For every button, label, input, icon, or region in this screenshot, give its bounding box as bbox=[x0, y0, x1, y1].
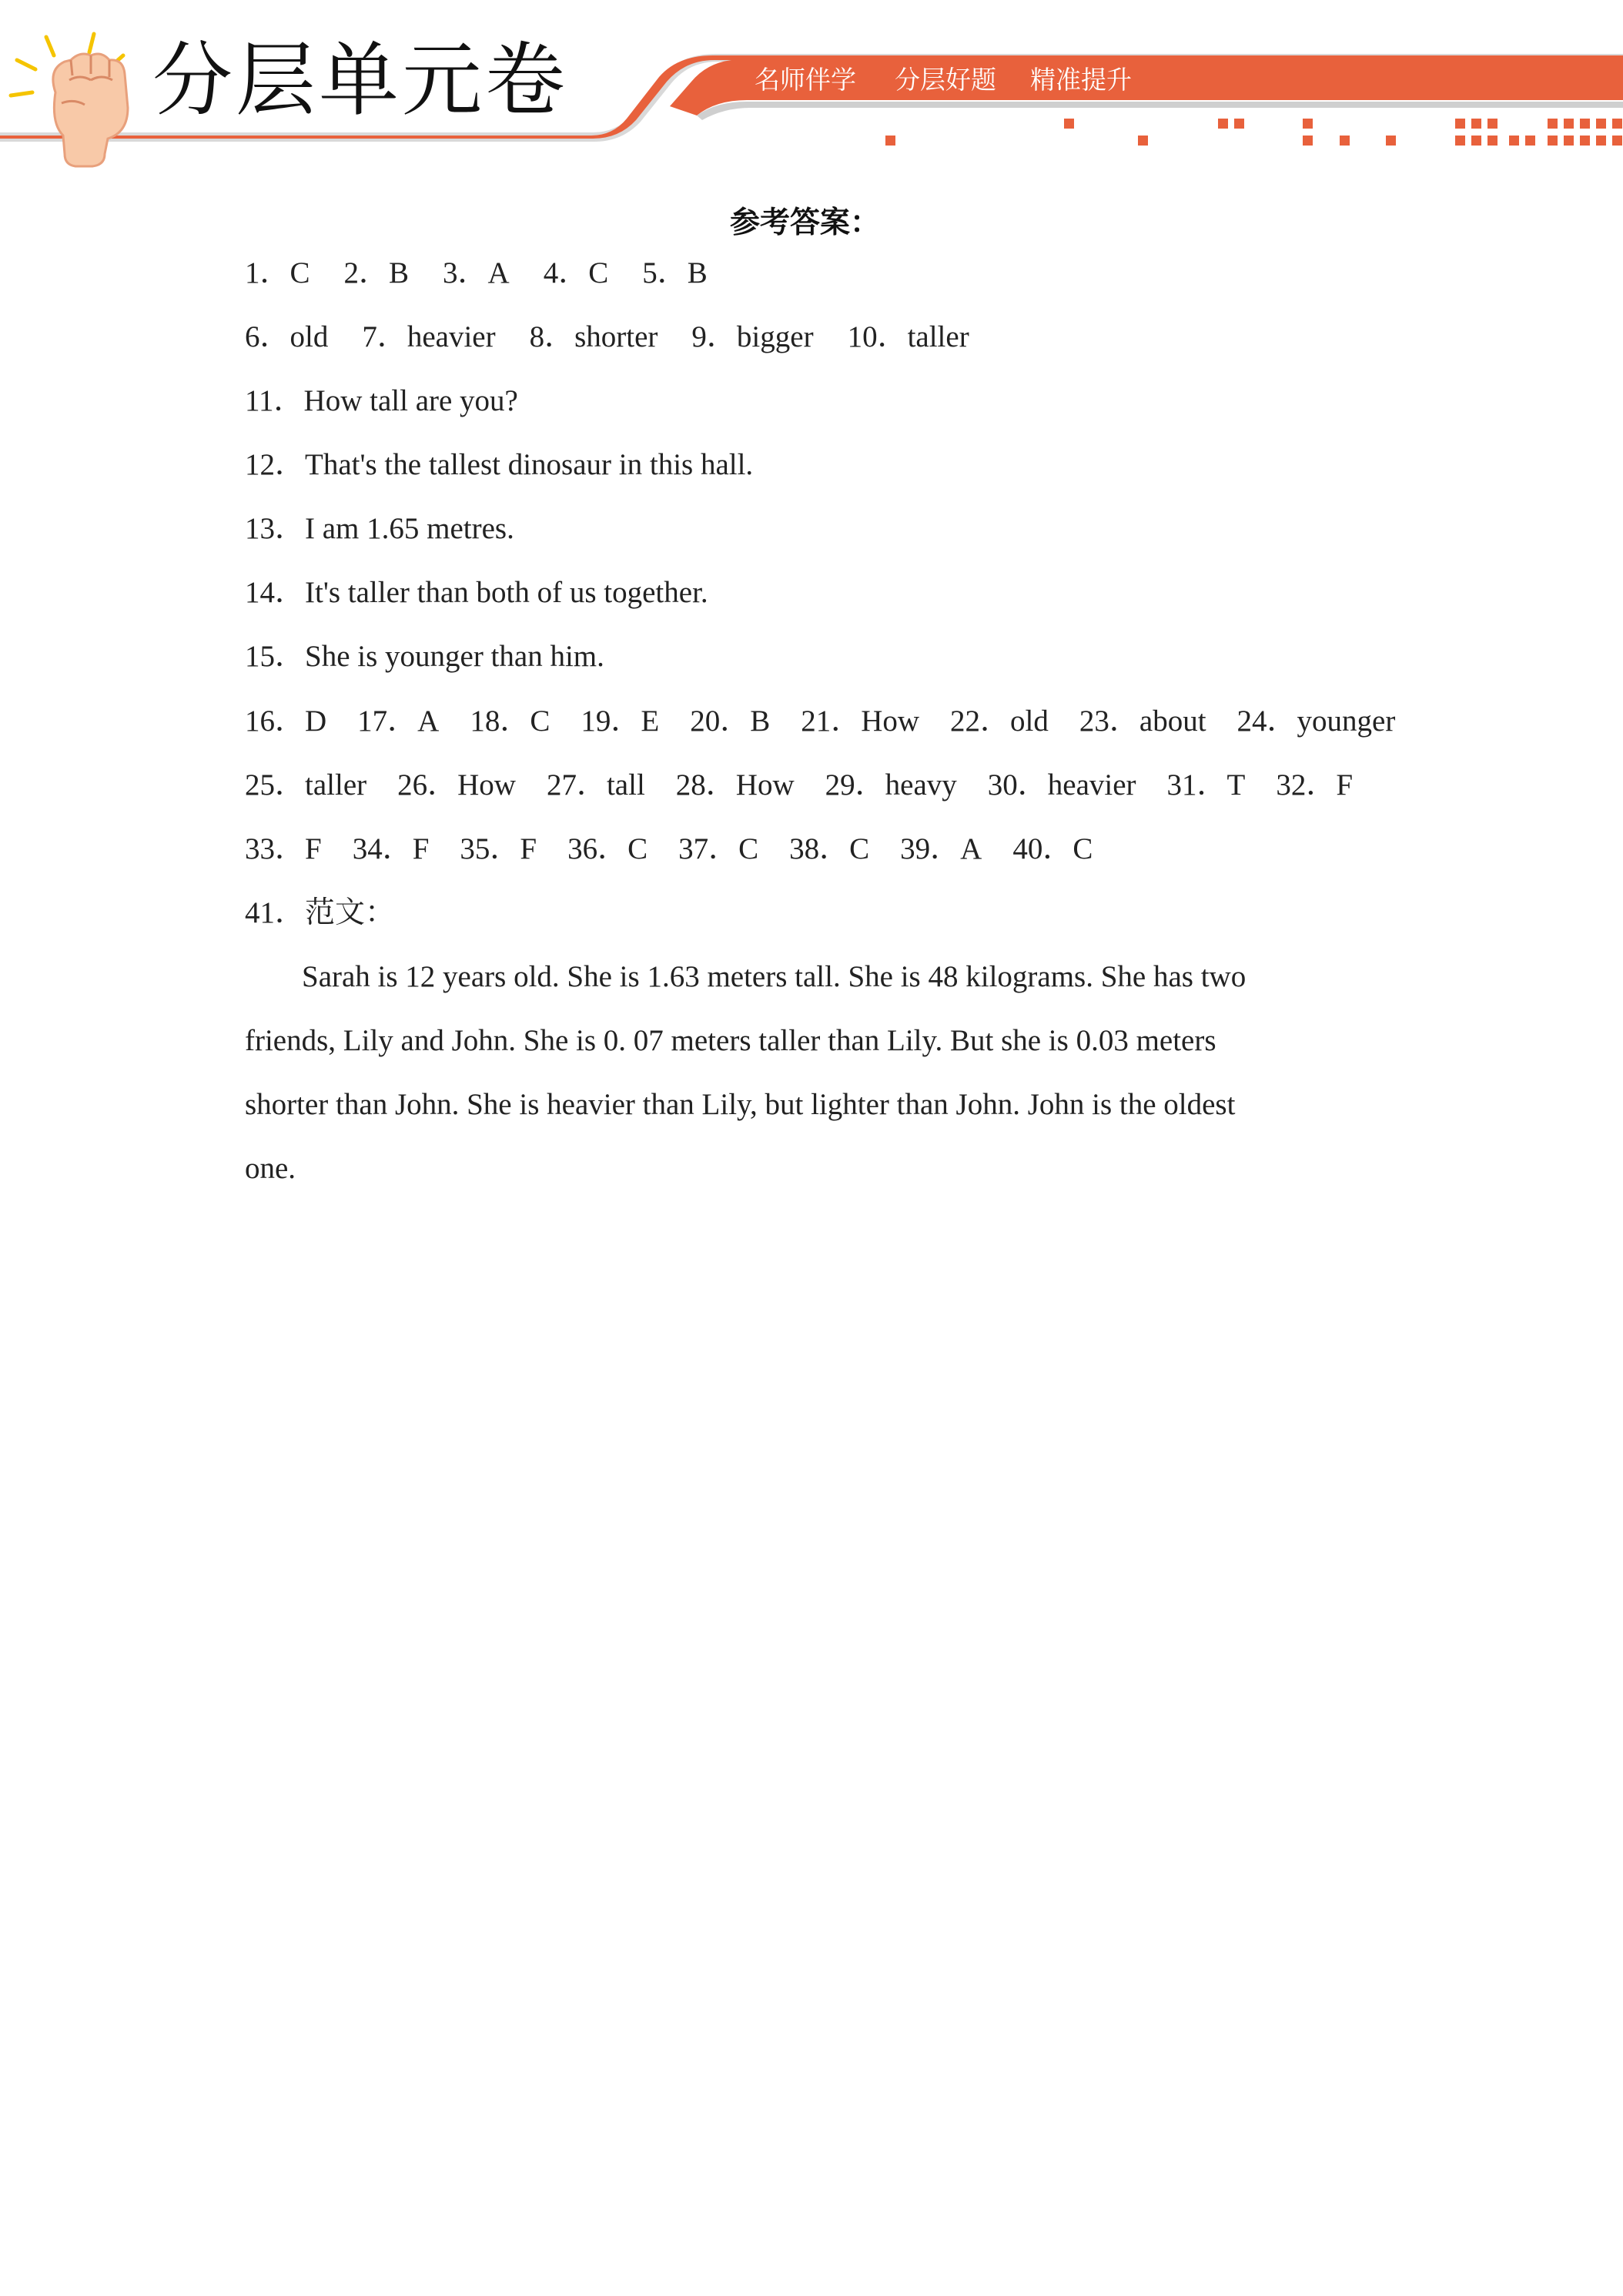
answer-item: 15．She is younger than him. bbox=[245, 640, 604, 673]
fist-icon bbox=[11, 34, 128, 166]
essay-line: friends, Lily and John. She is 0. 07 meters taller than Lily. But she is 0.03 meters bbox=[245, 1024, 1216, 1057]
answer-item: 40．C bbox=[1012, 832, 1093, 865]
answer-line bbox=[245, 702, 1395, 741]
answer-item: 5．B bbox=[642, 256, 708, 290]
answer-item: 26．How bbox=[397, 768, 516, 802]
answer-item: 30．heavier bbox=[987, 768, 1136, 802]
tagline-3: 精准提升 bbox=[1030, 65, 1132, 95]
answer-item: 28．How bbox=[675, 768, 795, 802]
answer-item: 25．taller bbox=[245, 768, 367, 802]
tagline-1: 名师伴学 bbox=[755, 65, 856, 95]
answer-line bbox=[245, 766, 1353, 805]
answer-item: 39．A bbox=[900, 832, 982, 865]
answer-item: 14．It's taller than both of us together. bbox=[245, 576, 708, 609]
answer-item: 8．shorter bbox=[529, 320, 658, 353]
answer-item: 21．How bbox=[801, 705, 920, 738]
answer-item: 20．B bbox=[690, 705, 771, 738]
answer-item: 33．F bbox=[245, 832, 322, 865]
answer-item: 24．younger bbox=[1236, 705, 1396, 738]
answer-line bbox=[245, 638, 604, 676]
tagline-2: 分层好题 bbox=[895, 65, 996, 95]
answer-item: 41．范文： bbox=[245, 896, 396, 929]
answer-item: 17．A bbox=[357, 705, 440, 738]
brand-title: 分层单元卷 bbox=[152, 33, 569, 127]
answer-item: 31．T bbox=[1166, 768, 1246, 802]
answer-item: 13．I am 1.65 metres. bbox=[245, 512, 514, 545]
answer-item: 12．That's the tallest dinosaur in this hall. bbox=[245, 448, 754, 481]
answer-line bbox=[245, 446, 753, 484]
answer-line bbox=[245, 510, 514, 548]
answer-line bbox=[245, 318, 969, 356]
answer-item: 9．bigger bbox=[691, 320, 814, 353]
answer-item: 35．F bbox=[460, 832, 537, 865]
answer-line bbox=[245, 382, 518, 420]
answer-item: 18．C bbox=[470, 705, 550, 738]
answer-line bbox=[245, 574, 708, 612]
answer-item: 34．F bbox=[352, 832, 430, 865]
answer-item: 37．C bbox=[678, 832, 759, 865]
answer-item: 4．C bbox=[543, 256, 609, 290]
answer-item: 11．How tall are you? bbox=[245, 384, 518, 417]
answer-item: 6．old bbox=[245, 320, 329, 353]
answer-item: 3．A bbox=[443, 256, 510, 290]
essay-line: Sarah is 12 years old. She is 1.63 meters tall. She is 48 kilograms. She has two bbox=[302, 960, 1247, 993]
answer-item: 1．C bbox=[245, 256, 310, 290]
answer-line bbox=[245, 894, 395, 932]
answer-line bbox=[245, 830, 1093, 869]
answer-item: 32．F bbox=[1276, 768, 1354, 802]
answer-item: 38．C bbox=[789, 832, 870, 865]
page-header bbox=[0, 0, 1623, 177]
essay-line: one. bbox=[245, 1152, 296, 1185]
answer-item: 23．about bbox=[1079, 705, 1206, 738]
answer-item: 10．taller bbox=[847, 320, 969, 353]
answer-item: 19．E bbox=[581, 705, 660, 738]
answer-item: 2．B bbox=[343, 256, 410, 290]
answer-key-heading: 参考答案： bbox=[730, 206, 881, 240]
answer-item: 7．heavier bbox=[362, 320, 496, 353]
answer-item: 22．old bbox=[950, 705, 1049, 738]
answer-item: 16．D bbox=[245, 705, 327, 738]
answer-item: 36．C bbox=[567, 832, 648, 865]
answer-item: 27．tall bbox=[546, 768, 645, 802]
answer-line bbox=[245, 254, 708, 293]
essay-line: shorter than John. She is heavier than Lily, but lighter than John. John is the oldest bbox=[245, 1088, 1236, 1121]
decorative-squares bbox=[885, 119, 1622, 146]
answer-item: 29．heavy bbox=[825, 768, 957, 802]
